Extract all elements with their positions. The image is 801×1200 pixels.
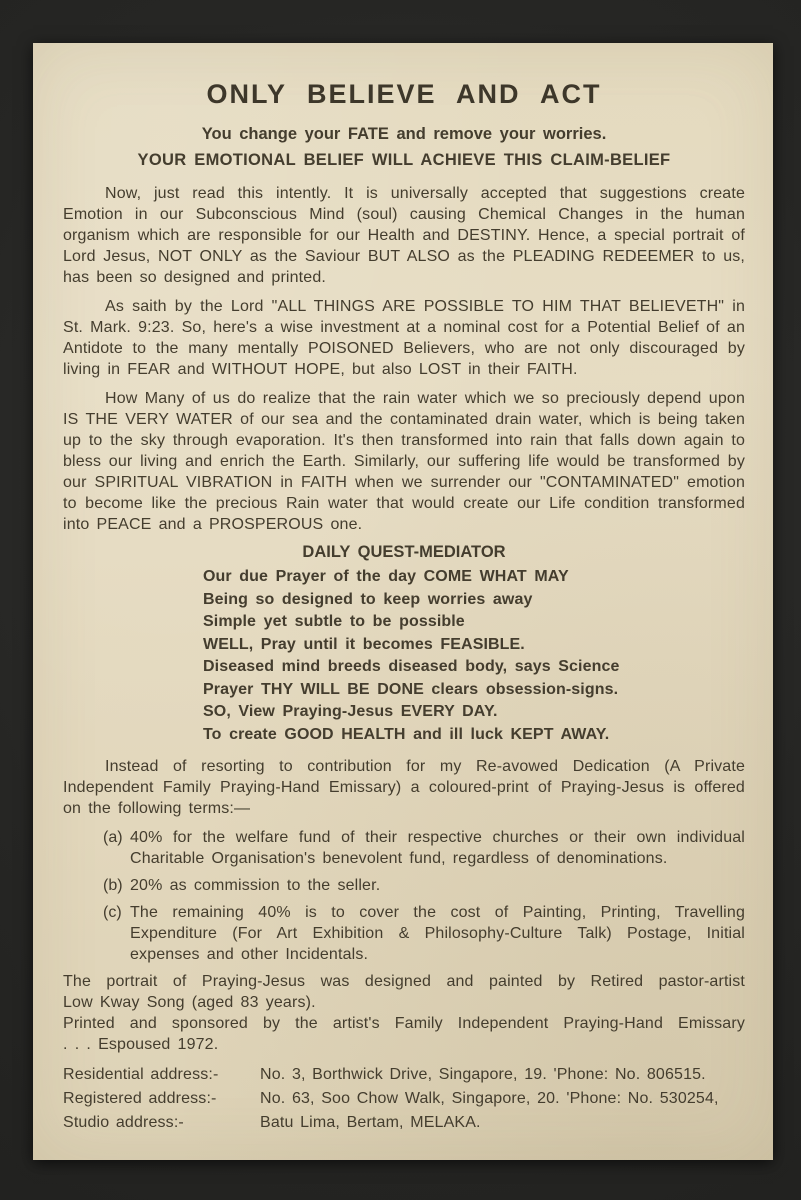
address-label: Residential address:- [63, 1066, 219, 1083]
term-item-b [63, 875, 745, 896]
address-row-studio [63, 1111, 745, 1135]
printer-credit [63, 1013, 745, 1055]
term-text: The remaining 40% is to cover the cost of Painting, Printing, Travelling Expenditure (For Art Exhibition & Philosophy-Culture Talk) Postage, Initial expenses and other Incidentals. [130, 904, 745, 963]
flyer-paper [33, 43, 773, 1160]
address-row-registered [63, 1087, 745, 1111]
address-row-residential [63, 1063, 745, 1087]
term-text: 20% as commission to the seller. [130, 877, 381, 894]
poem-line: SO, View Praying-Jesus EVERY DAY. [203, 703, 498, 720]
poem-line: Diseased mind breeds diseased body, says Science [203, 658, 620, 675]
rainwater-paragraph: How Many of us do realize that the rain water which we so preciously depend upon IS THE VERY WATER of our sea and the contaminated drain water, which is being taken up to the sky through evaporation. It's then transformed into rain that falls down again to bless our living and enrich the Earth. Similarly, our suffering life would be transformed by our SPIRITUAL VIBRATION in FAITH when we surrender our "CONTAMINATED" emotion to become like the precious Rain water that would create our Life condition transformed into PEACE and a PROSPEROUS one. [63, 390, 745, 533]
term-marker: (a) [103, 829, 123, 846]
printer-credit-line: Printed and sponsored by the artist's Family Independent Praying-Hand Emissary [63, 1015, 745, 1032]
intro-paragraph: Now, just read this intently. It is universally accepted that suggestions create Emotion in our Subconscious Mind (soul) causing Chemical Changes in the human organism which are responsible for our Health and DESTINY. Hence, a special portrait of Lord Jesus, NOT ONLY as the Saviour BUT ALSO as the PLEADING REDEEMER to us, has been so designed and printed. [63, 185, 745, 286]
page-title: ONLY BELIEVE AND ACT [206, 79, 602, 109]
prayer-poem [203, 566, 745, 746]
printer-credit-line: . . . Espoused 1972. [63, 1036, 219, 1053]
poem-line: WELL, Pray until it becomes FEASIBLE. [203, 635, 525, 653]
term-text: 40% for the welfare fund of their respective churches or their own individual Charitable Organisation's benevolent fund, regardless of denominations. [130, 829, 745, 867]
poem-line: Prayer THY WILL BE DONE clears obsession-signs. [203, 680, 619, 698]
poem-line: Our due Prayer of the day COME WHAT MAY [203, 568, 569, 585]
term-item-c [63, 902, 745, 965]
poem-line: Simple yet subtle to be possible [203, 613, 465, 630]
terms-list [63, 827, 745, 965]
artist-credit-line: The portrait of Praying-Jesus was designed and painted by Retired pastor-artist [63, 973, 745, 990]
address-value: No. 3, Borthwick Drive, Singapore, 19. 'Phone: No. 806515. [260, 1066, 706, 1083]
quest-mediator-heading: DAILY QUEST-MEDIATOR [302, 543, 506, 561]
tagline: You change your FATE and remove your worries. [201, 125, 607, 143]
address-label: Studio address:- [63, 1114, 184, 1131]
terms-intro-paragraph: Instead of resorting to contribution for my Re-avowed Dedication (A Private Independent Family Praying-Hand Emissary) a coloured-print of Praying-Jesus is offered on the following terms:— [63, 758, 745, 817]
address-value: No. 63, Soo Chow Walk, Singapore, 20. 'Phone: No. 530254, [260, 1090, 719, 1107]
term-item-a [63, 827, 745, 869]
claim-belief-line: YOUR EMOTIONAL BELIEF WILL ACHIEVE THIS CLAIM-BELIEF [137, 151, 671, 169]
scripture-paragraph: As saith by the Lord "ALL THINGS ARE POSSIBLE TO HIM THAT BELIEVETH" in St. Mark. 9:23. So, here's a wise investment at a nominal cost for a Potential Belief of an Antidote to the many mentally POISONED Believers, who are not only discouraged by living in FEAR and WITHOUT HOPE, but also LOST in their FAITH. [63, 298, 745, 378]
term-marker: (b) [103, 877, 123, 894]
artist-credit [63, 971, 745, 1013]
address-value: Batu Lima, Bertam, MELAKA. [260, 1114, 481, 1131]
poem-line: Being so designed to keep worries away [203, 590, 533, 608]
address-label: Registered address:- [63, 1090, 217, 1107]
term-marker: (c) [103, 904, 122, 921]
poem-line: To create GOOD HEALTH and ill luck KEPT AWAY. [203, 725, 610, 743]
address-block [63, 1063, 745, 1135]
artist-credit-line: Low Kway Song (aged 83 years). [63, 994, 316, 1011]
